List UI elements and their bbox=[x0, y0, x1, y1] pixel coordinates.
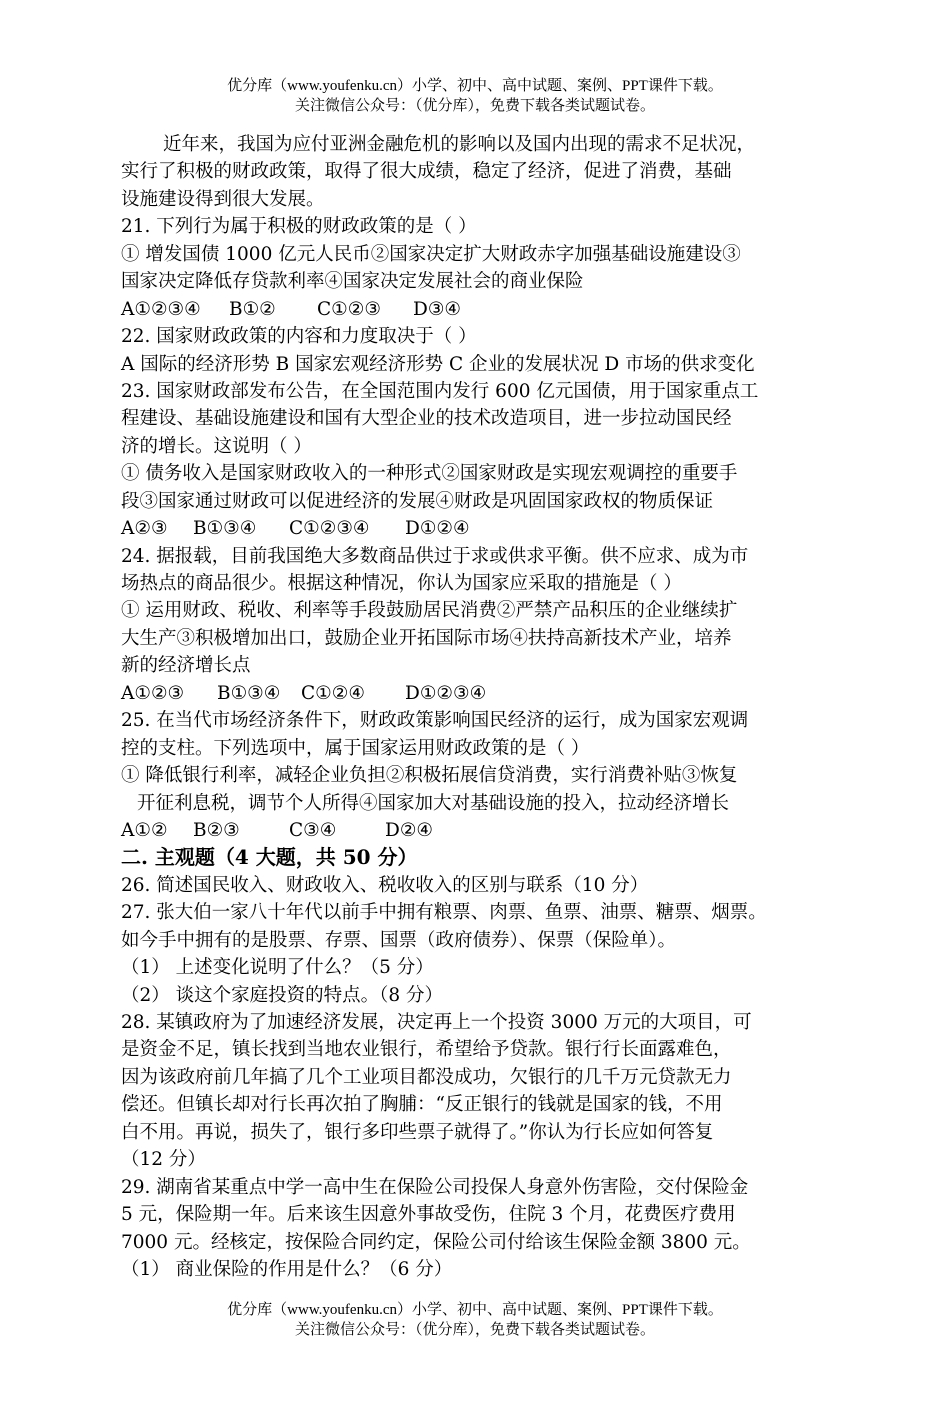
question-23-stem: 济的增长。这说明（ ） bbox=[121, 435, 312, 457]
question-28-stem: 因为该政府前几年搞了几个工业项目都没成功，欠银行的几千万元贷款无力 bbox=[121, 1066, 732, 1088]
page-footer bbox=[0, 1300, 950, 1340]
option-d: D②④ bbox=[385, 819, 434, 841]
question-27-part-2: （2） 谈这个家庭投资的特点。（8 分） bbox=[121, 984, 444, 1006]
option-a: A②③ bbox=[121, 518, 168, 540]
option-d: D①②④ bbox=[405, 518, 470, 540]
question-27-stem: 27. 张大伯一家八十年代以前手中拥有粮票、肉票、鱼票、油票、糖票、烟票。 bbox=[121, 902, 767, 924]
question-24-statement: 新的经济增长点 bbox=[121, 655, 251, 677]
question-21-statement: 国家决定降低存贷款利率④国家决定发展社会的商业保险 bbox=[121, 271, 584, 293]
option-b: B①② bbox=[229, 298, 276, 320]
passage-line: 近年来，我国为应付亚洲金融危机的影响以及国内出现的需求不足状况， bbox=[163, 134, 756, 155]
question-29-stem: 5 元，保险期一年。后来该生因意外事故受伤，住院 3 个月，花费医疗费用 bbox=[121, 1204, 736, 1226]
page-header bbox=[0, 76, 950, 116]
passage-line: 设施建设得到很大发展。 bbox=[121, 188, 325, 210]
question-24-stem: 场热点的商品很少。根据这种情况，你认为国家应采取的措施是（ ） bbox=[121, 573, 682, 594]
question-24-stem: 24. 据报载，目前我国绝大多数商品供过于求或供求平衡。供不应求、成为市 bbox=[121, 545, 749, 567]
passage-line: 实行了积极的财政政策，取得了很大成绩，稳定了经济，促进了消费，基础 bbox=[121, 161, 732, 183]
question-29-stem: 7000 元。经核定，按保险合同约定，保险公司付给该生保险金额 3800 元。 bbox=[121, 1231, 751, 1253]
option-a: A①② bbox=[121, 819, 168, 841]
option-a: A①②③ bbox=[121, 682, 185, 704]
option-b: B①③④ bbox=[217, 682, 281, 704]
question-28-stem: 白不用。再说，损失了，银行多印些票子就得了。”你认为行长应如何答复 bbox=[121, 1121, 714, 1143]
option-a: A①②③④ bbox=[121, 298, 201, 320]
option-b: B②③ bbox=[193, 819, 240, 841]
footer-line-1: 优分库（www.youfenku.cn）小学、初中、高中试题、案例、PPT课件下载。 bbox=[227, 1302, 723, 1318]
option-c: C③④ bbox=[289, 819, 337, 841]
question-23-statement: ① 债务收入是国家财政收入的一种形式②国家财政是实现宏观调控的重要手 bbox=[121, 463, 738, 485]
question-27-part-1: （1） 上述变化说明了什么？（5 分） bbox=[121, 957, 434, 979]
header-line-2: 关注微信公众号：（优分库），免费下载各类试题试卷。 bbox=[294, 98, 655, 114]
option-c: C①②④ bbox=[301, 682, 365, 704]
option-d: D③④ bbox=[413, 298, 462, 320]
header-line-1: 优分库（www.youfenku.cn）小学、初中、高中试题、案例、PPT课件下载。 bbox=[227, 78, 723, 94]
question-22-options: A 国际的经济形势 B 国家宏观经济形势 C 企业的发展状况 D 市场的供求变化 bbox=[121, 353, 755, 375]
question-24-options bbox=[121, 680, 841, 707]
question-25-options bbox=[121, 817, 841, 844]
question-26-stem: 26. 简述国民收入、财政收入、税收收入的区别与联系（10 分） bbox=[121, 874, 649, 896]
question-24-statement: 大生产③积极增加出口，鼓励企业开拓国际市场④扶持高新技术产业，培养 bbox=[121, 627, 732, 649]
question-23-stem: 程建设、基础设施建设和国有大型企业的技术改造项目，进一步拉动国民经 bbox=[121, 408, 732, 430]
question-28-stem: （12 分） bbox=[121, 1149, 206, 1171]
question-23-stem: 23. 国家财政部发布公告，在全国范围内发行 600 亿元国债，用于国家重点工 bbox=[121, 380, 759, 402]
question-28-stem: 偿还。但镇长却对行长再次拍了胸脯：“反正银行的钱就是国家的钱，不用 bbox=[121, 1094, 723, 1116]
document-body bbox=[121, 131, 841, 1283]
question-28-stem: 28. 某镇政府为了加速经济发展，决定再上一个投资 3000 万元的大项目，可 bbox=[121, 1012, 752, 1033]
question-25-stem: 控的支柱。下列选项中，属于国家运用财政政策的是（ ） bbox=[121, 737, 590, 759]
question-22-stem: 22. 国家财政政策的内容和力度取决于（ ） bbox=[121, 326, 477, 348]
question-23-options bbox=[121, 515, 841, 542]
question-25-stem: 25. 在当代市场经济条件下，财政政策影响国民经济的运行，成为国家宏观调 bbox=[121, 710, 749, 732]
section-2-title: 二. 主观题（4 大题，共 50 分） bbox=[121, 845, 418, 870]
question-21-options bbox=[121, 296, 841, 323]
question-27-stem: 如今手中拥有的是股票、存票、国票（政府债券）、保票（保险单）。 bbox=[121, 929, 677, 951]
question-28-stem: 是资金不足，镇长找到当地农业银行，希望给予贷款。银行行长面露难色， bbox=[121, 1039, 732, 1061]
question-29-part-1: （1） 商业保险的作用是什么？（6 分） bbox=[121, 1258, 453, 1280]
question-29-stem: 29. 湖南省某重点中学一高中生在保险公司投保人身意外伤害险，交付保险金 bbox=[121, 1176, 749, 1198]
option-c: C①②③④ bbox=[289, 518, 370, 540]
question-21-statement: ① 增发国债 1000 亿元人民币②国家决定扩大财政赤字加强基础设施建设③ bbox=[121, 243, 741, 265]
option-d: D①②③④ bbox=[405, 682, 487, 704]
question-24-statement: ① 运用财政、税收、利率等手段鼓励居民消费②严禁产品积压的企业继续扩 bbox=[121, 600, 738, 622]
question-23-statement: 段③国家通过财政可以促进经济的发展④财政是巩固国家政权的物质保证 bbox=[121, 490, 714, 512]
question-25-statement: ① 降低银行利率，减轻企业负担②积极拓展信贷消费，实行消费补贴③恢复 bbox=[121, 765, 738, 787]
footer-line-2: 关注微信公众号：（优分库），免费下载各类试题试卷。 bbox=[294, 1322, 655, 1338]
question-25-statement: 开征利息税，调节个人所得④国家加大对基础设施的投入，拉动经济增长 bbox=[137, 792, 730, 814]
option-b: B①③④ bbox=[193, 518, 257, 540]
question-21-stem: 21. 下列行为属于积极的财政政策的是（ ） bbox=[121, 216, 477, 238]
option-c: C①②③ bbox=[317, 298, 381, 320]
